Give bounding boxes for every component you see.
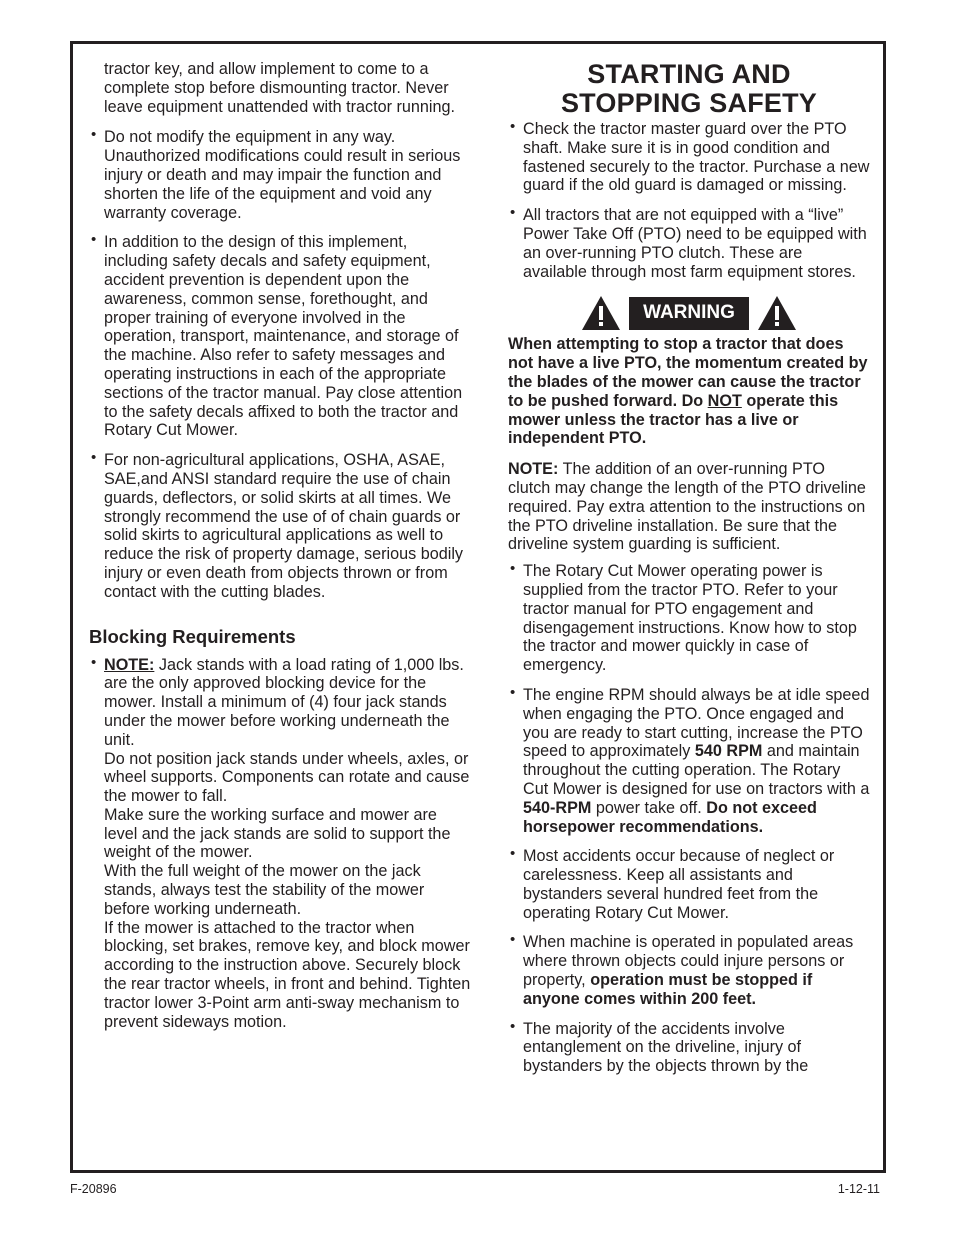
bullet-accident-prevention: • In addition to the design of this implement, including safety decals and safety equipment, accident prevention is dependent upon the awareness, common sense, forethought, and proper training of everyone involved in the operation, transport, maintenance, and storage of the machine. Also refer to safety messages and operating instructions in each of the appropriate sections of the tractor manual. Pay close attention to the safety decals affixed to both the tractor and Rotary Cut Mower. [89,233,474,440]
warning-label: WARNING [629,297,749,330]
warning-triangle-icon [757,295,797,331]
bullet-accidents: • Most accidents occur because of neglect or carelessness. Keep all assistants and bystanders several hundred feet from the operating Rotary Cut Mower. [508,847,870,922]
blocking-requirements-heading: Blocking Requirements [89,625,296,647]
warning-banner [508,295,870,331]
blocking-requirements-bullet [89,656,474,1032]
warning-text [508,335,870,448]
bullet-live-pto: • All tractors that are not equipped with a “live” Power Take Off (PTO) need to be equipped with an over-running PTO clutch. These are available through most farm equipment stores. [508,206,870,281]
section-title-line-1: STARTING AND [587,59,791,89]
right-column [508,60,870,1076]
rpm-bold-540-rpm: 540-RPM [523,798,592,817]
blocking-paragraph-3: Make sure the working surface and mower are level and the jack stands are solid to support the weight of the mower. [104,805,451,862]
warning-text-part-2: operate this mower unless the tractor has a live or independent PTO. [508,391,839,448]
blocking-paragraph-1 [104,656,474,750]
note-text: The addition of an over-running PTO clutch may change the length of the PTO driveline required. Pay extra attention to the instructions on the PTO driveline installation. Be sure that the driveline system guarding is sufficient. [508,460,866,554]
bullet-engine-rpm [508,686,870,836]
blocking-note-label: NOTE: [104,655,155,674]
bullet-non-agricultural: • For non-agricultural applications, OSHA, ASAE, SAE,and ANSI standard require the use of chain guards, deflectors, or solid skirts at all times. We strongly recommend the use of of chain guards or solid skirts to agricultural applications as well to reduce the risk of property damage, serious bodily injury or even death from objects thrown or from contact with the cutting blades. [89,451,474,601]
bullet-operating-power: • The Rotary Cut Mower operating power is supplied from the tractor PTO. Refer to your tractor manual for PTO engagement and disengagement instructions. Know how to stop the tractor and mower quickly in case of emergency. [508,562,870,675]
rpm-bold-540: 540 RPM [694,742,763,761]
blocking-paragraph-2: Do not position jack stands under wheels, axles, or wheel supports. Components can rotate and cause the mower to fall. [104,749,470,806]
section-title [508,60,870,118]
warning-text-part-1: When attempting to stop a tractor that does not have a live PTO, the momentum created by the blades of the mower can cause the tractor to be pushed forward. Do [508,335,868,410]
footer-date: 1-12-11 [837,1182,880,1196]
note-label: NOTE: [508,460,559,479]
continuation-paragraph: tractor key, and allow implement to come to a complete stop before dismounting tractor. Never leave equipment unattended with tractor running. [104,60,455,116]
rpm-text-1: The engine RPM should always be at idle speed when engaging the PTO. Once engaged and you are ready to start cutting, increase the PTO speed to approximately [523,685,870,761]
blocking-paragraph-5: If the mower is attached to the tractor when blocking, set brakes, remove key, and block mower according to the instruction above. Securely block the rear tractor wheels, in front and behind. Tighten tractor lower 3-Point arm anti-sway mechanism to prevent sideways motion. [104,918,471,1031]
left-column [89,60,474,1031]
footer-part-number: F-20896 [70,1182,117,1196]
rpm-bold-horsepower: Do not exceed horsepower recommendations. [523,798,817,836]
populated-text: When machine is operated in populated areas where thrown objects could injure persons or property, [523,933,854,990]
bullet-populated-areas [508,933,870,1008]
bullet-majority-accidents: • The majority of the accidents involve entanglement on the driveline, injury of bystanders by the objects thrown by the [508,1020,870,1076]
warning-triangle-icon [581,295,621,331]
blocking-paragraph-4: With the full weight of the mower on the jack stands, always test the stability of the mower before working underneath. [104,862,425,918]
rpm-text-3: power take off. [591,798,707,817]
note-over-running-clutch [508,460,870,554]
rpm-text-2: and maintain throughout the cutting operation. The Rotary Cut Mower is designed for use on tractors with a [523,742,870,798]
bullet-do-not-modify: • Do not modify the equipment in any way. Unauthorized modifications could result in serious injury or death and may impair the function and shorten the life of the equipment and void any warranty coverage. [89,128,474,222]
blocking-paragraph-1-text: Jack stands with a load rating of 1,000 lbs. are the only approved blocking device for the mower. Install a minimum of (4) four jack stands under the mower before working underneath the unit. [104,655,464,749]
warning-text-not: NOT [707,391,742,410]
populated-bold: operation must be stopped if anyone comes within 200 feet. [523,971,813,1008]
section-title-line-2: STOPPING SAFETY [560,88,818,118]
bullet-master-guard: • Check the tractor master guard over the PTO shaft. Make sure it is in good condition and fastened securely to the tractor. Purchase a new guard if the old guard is damaged or missing. [508,120,870,195]
